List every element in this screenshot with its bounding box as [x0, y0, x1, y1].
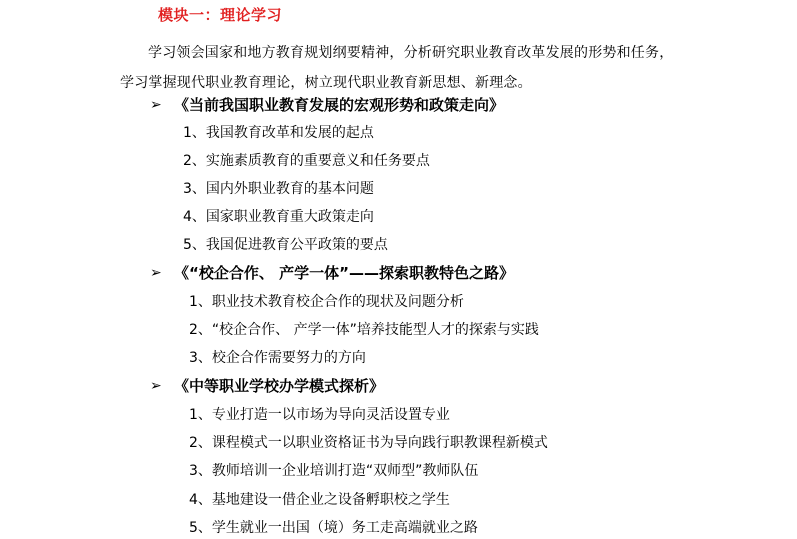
list-item: 1、我国教育改革和发展的起点: [183, 125, 374, 141]
list-item: 2、课程模式一以职业资格证书为导向践行职教课程新模式: [189, 435, 548, 451]
section-heading-text: 《“校企合作、 产学一体”——探索职教特色之路》: [174, 264, 514, 282]
section-heading-text: 《中等职业学校办学模式探析》: [174, 377, 385, 395]
section-heading-text: 《当前我国职业教育发展的宏观形势和政策走向》: [174, 96, 505, 114]
section-heading-2: [150, 262, 514, 283]
list-item: 4、基地建设一借企业之设备孵职校之学生: [189, 492, 450, 508]
list-item: 3、校企合作需要努力的方向: [189, 350, 366, 366]
intro-paragraph: 学习领会国家和地方教育规划纲要精神，分析研究职业教育改革发展的形势和任务，学习掌握现代职业教育理论，树立现代职业教育新思想、新理念。: [120, 45, 674, 91]
arrow-bullet-icon: ➢: [150, 96, 162, 113]
list-item: 2、“校企合作、 产学一体”培养技能型人才的探索与实践: [189, 322, 539, 338]
list-item: 5、学生就业一出国（境）务工走高端就业之路: [189, 520, 478, 536]
arrow-bullet-icon: ➢: [150, 377, 162, 394]
list-item: 5、我国促进教育公平政策的要点: [183, 237, 388, 253]
list-item: 1、专业打造一以市场为导向灵活设置专业: [189, 407, 450, 423]
arrow-bullet-icon: ➢: [150, 264, 162, 281]
list-item: 4、国家职业教育重大政策走向: [183, 209, 374, 225]
section-heading-1: [150, 94, 504, 115]
list-item: 1、职业技术教育校企合作的现状及问题分析: [189, 294, 464, 310]
section-heading-3: [150, 375, 384, 396]
module-title: 模块一：理论学习: [158, 6, 283, 24]
list-item: 3、国内外职业教育的基本问题: [183, 181, 374, 197]
list-item: 3、教师培训一企业培训打造“双师型”教师队伍: [189, 463, 479, 479]
list-item: 2、实施素质教育的重要意义和任务要点: [183, 153, 430, 169]
